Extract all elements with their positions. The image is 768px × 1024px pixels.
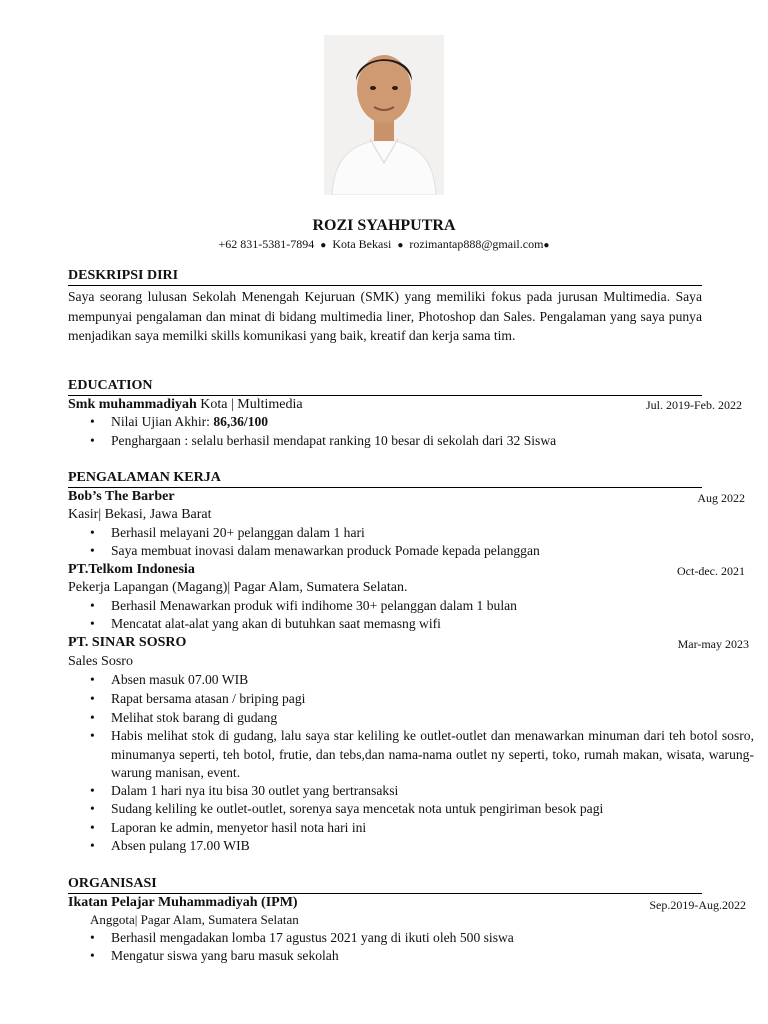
bullet-text: Dalam 1 hari nya itu bisa 30 outlet yang bertransaksi: [111, 783, 399, 798]
bullet-icon: •: [90, 598, 95, 613]
bullet-text: Berhasil mengadakan lomba 17 agustus 2021 yang di ikuti oleh 500 siswa: [111, 930, 514, 945]
job-role: Pekerja Lapangan (Magang)| Pagar Alam, Sumatera Selatan.: [68, 580, 408, 595]
list-item: [90, 929, 730, 947]
organization-name: Ikatan Pelajar Muhammadiyah (IPM): [68, 895, 298, 910]
list-item: [90, 690, 730, 708]
section-heading-experience: PENGALAMAN KERJA: [68, 469, 702, 488]
organization-role: Anggota| Pagar Alam, Sumatera Selatan: [90, 912, 299, 927]
bullet-icon: •: [90, 433, 95, 448]
job-company: PT. SINAR SOSRO: [68, 635, 187, 650]
bullet-text: Habis melihat stok di gudang, lalu saya star keliling ke outlet-outlet dan menawarkan minuman dari teh botol sosro, minumanya seperti, teh botol, frutie, dan tebs,dan nama-nama outlet ny seperti, toko, rumah makan, wisata, warung-warung manisan, event.: [111, 728, 754, 780]
bullet-icon: •: [90, 820, 95, 835]
portrait-photo-icon: [324, 35, 444, 195]
bullet-text: Melihat stok barang di gudang: [111, 710, 278, 725]
bullet-icon: •: [90, 930, 95, 945]
list-item: [90, 597, 730, 615]
final-score: 86,36/100: [213, 414, 269, 429]
bullet-text: Saya membuat inovasi dalam menawarkan produck Pomade kepada pelanggan: [111, 543, 540, 558]
job-date: Oct-dec. 2021: [677, 564, 745, 578]
bullet-text: Nilai Ujian Akhir:: [111, 414, 214, 429]
list-item: [90, 727, 754, 783]
bullet-text: Absen pulang 17.00 WIB: [111, 838, 250, 853]
contact-line: [0, 236, 768, 254]
school-detail: Kota | Multimedia: [200, 397, 303, 412]
bullet-separator: ●: [320, 240, 327, 251]
list-item: [90, 432, 730, 450]
education-school-row: [68, 396, 303, 414]
section-heading-organization: ORGANISASI: [68, 875, 702, 894]
job-date: Mar-may 2023: [677, 637, 749, 651]
job-role: Kasir| Bekasi, Jawa Barat: [68, 507, 212, 522]
bullet-text: Mengatur siswa yang baru masuk sekolah: [111, 948, 339, 963]
list-item: [90, 524, 730, 542]
list-item: [90, 542, 730, 560]
section-heading-description: DESKRIPSI DIRI: [68, 267, 702, 286]
location: Kota Bekasi: [332, 237, 392, 251]
section-heading-education: EDUCATION: [68, 377, 702, 396]
profile-photo: [324, 35, 444, 195]
list-item: [90, 947, 730, 965]
bullet-icon: •: [90, 414, 95, 429]
bullet-separator: ●: [397, 240, 404, 251]
description-text: Saya seorang lulusan Sekolah Menengah Kejuruan (SMK) yang memiliki fokus pada jurusan Multimedia. Saya mempunyai pengalaman dan minat di bidang multimedia liner, Photoshop dan Sales. Pengalaman yang saya punya menjadikan saya memilki skills komunikasi yang baik, kreatif dan kerja sama tim.: [68, 289, 702, 343]
email-link[interactable]: rozimantap888@gmail.com: [409, 237, 544, 251]
job-date: Aug 2022: [697, 491, 745, 505]
bullet-text: Berhasil Menawarkan produk wifi indihome 30+ pelanggan dalam 1 bulan: [111, 598, 517, 613]
education-date: Jul. 2019-Feb. 2022: [646, 398, 742, 412]
list-item: [90, 709, 730, 727]
bullet-icon: •: [90, 672, 95, 687]
candidate-name: ROZI SYAHPUTRA: [312, 217, 456, 234]
bullet-text: Absen masuk 07.00 WIB: [111, 672, 249, 687]
organization-date: Sep.2019-Aug.2022: [649, 898, 746, 912]
bullet-icon: •: [90, 691, 95, 706]
bullet-text: Mencatat alat-alat yang akan di butuhkan saat memasng wifi: [111, 616, 441, 631]
job-company: Bob’s The Barber: [68, 489, 175, 504]
bullet-text: Berhasil melayani 20+ pelanggan dalam 1 hari: [111, 525, 365, 540]
list-item: [90, 800, 730, 818]
bullet-icon: •: [90, 948, 95, 963]
school-name: Smk muhammadiyah: [68, 397, 197, 412]
job-company: PT.Telkom Indonesia: [68, 562, 195, 577]
bullet-icon: •: [90, 543, 95, 558]
job-role: Sales Sosro: [68, 654, 133, 669]
bullet-separator: ●: [543, 240, 550, 251]
list-item: [90, 671, 730, 689]
bullet-icon: •: [90, 525, 95, 540]
bullet-text: Laporan ke admin, menyetor hasil nota hari ini: [111, 820, 367, 835]
list-item: [90, 782, 730, 800]
bullet-icon: •: [90, 801, 95, 816]
list-item: [90, 837, 730, 855]
list-item: [90, 615, 730, 633]
bullet-text: Sudang keliling ke outlet-outlet, sorenya saya mencetak nota untuk pengiriman besok pagi: [111, 801, 604, 816]
bullet-icon: •: [90, 838, 95, 853]
bullet-text: Rapat bersama atasan / briping pagi: [111, 691, 306, 706]
list-item: [90, 819, 730, 837]
bullet-icon: •: [90, 616, 95, 631]
bullet-icon: •: [90, 783, 95, 798]
bullet-icon: •: [90, 710, 95, 725]
bullet-text: Penghargaan : selalu berhasil mendapat ranking 10 besar di sekolah dari 32 Siswa: [111, 433, 557, 448]
list-item: [90, 413, 690, 431]
phone-number: +62 831-5381-7894: [218, 237, 315, 251]
bullet-icon: •: [90, 728, 95, 743]
